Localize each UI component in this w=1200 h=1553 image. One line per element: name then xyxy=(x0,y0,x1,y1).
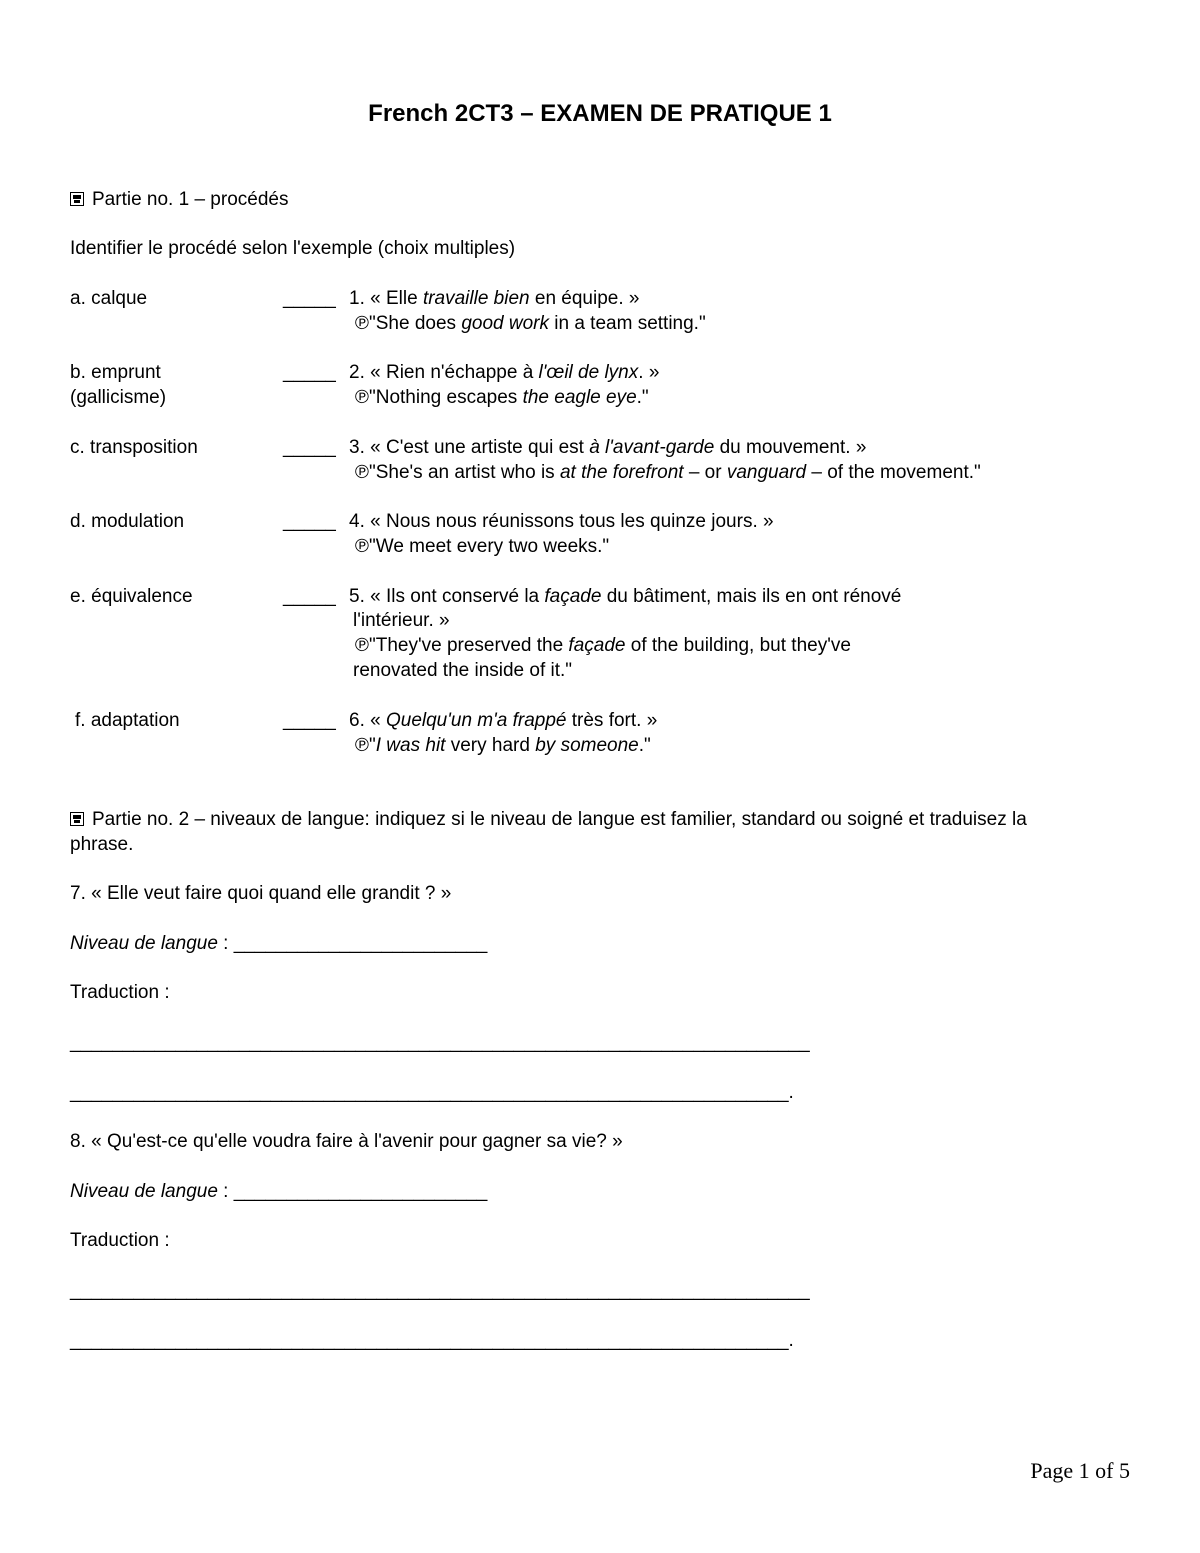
item-4-french: 4. « Nous nous réunissons tous les quinze jours. » xyxy=(349,511,774,532)
arrow-icon: ℗ xyxy=(355,536,369,557)
arrow-icon: ℗ xyxy=(355,635,369,656)
item-5-english: ℗"They've preserved the façade of the building, but they've xyxy=(355,635,851,656)
item-5-french-cont: l'intérieur. » xyxy=(353,610,450,631)
item-3-english: ℗"She's an artist who is at the forefront – or vanguard – of the movement." xyxy=(355,462,981,483)
question-7: 7. « Elle veut faire quoi quand elle grandit ? » xyxy=(70,883,452,904)
page-title: French 2CT3 – EXAMEN DE PRATIQUE 1 xyxy=(368,100,832,127)
q8-traduction-label: Traduction : xyxy=(70,1230,170,1251)
q8-answer-line-1[interactable]: ______________________________________________________________________ xyxy=(70,1280,810,1301)
part2-heading-text: Partie no. 2 – niveaux de langue: indiquez si le niveau de langue est familier, standard ou soigné et traduisez la xyxy=(92,809,1027,830)
item-6-french: 6. « Quelqu'un m'a frappé très fort. » xyxy=(349,710,658,731)
q7-niveau-answer-line[interactable]: ________________________ xyxy=(233,933,488,954)
choice-a: a. calque xyxy=(70,288,148,309)
answer-blank-3[interactable]: _____ xyxy=(283,437,336,458)
answer-blank-6[interactable]: _____ xyxy=(283,710,336,731)
choice-e: e. équivalence xyxy=(70,586,193,607)
choice-f: f. adaptation xyxy=(75,710,180,731)
part1-heading-text: Partie no. 1 – procédés xyxy=(92,189,289,210)
arrow-icon: ℗ xyxy=(355,735,369,756)
floppy-disk-icon xyxy=(70,812,84,826)
item-2-english: ℗"Nothing escapes the eagle eye." xyxy=(355,387,649,408)
arrow-icon: ℗ xyxy=(355,313,369,334)
choice-c: c. transposition xyxy=(70,437,198,458)
choice-b: b. emprunt xyxy=(70,362,161,383)
q8-niveau: Niveau de langue : ________________________ xyxy=(70,1181,488,1202)
item-5-french: 5. « Ils ont conservé la façade du bâtiment, mais ils en ont rénové xyxy=(349,586,902,607)
item-2-french: 2. « Rien n'échappe à l'œil de lynx. » xyxy=(349,362,660,383)
choice-d: d. modulation xyxy=(70,511,185,532)
answer-blank-2[interactable]: _____ xyxy=(283,362,336,383)
item-5-english-cont: renovated the inside of it." xyxy=(353,660,573,681)
q7-answer-line-1[interactable]: ______________________________________________________________________ xyxy=(70,1032,810,1053)
answer-blank-4[interactable]: _____ xyxy=(283,511,336,532)
part1-instruction: Identifier le procédé selon l'exemple (choix multiples) xyxy=(70,238,516,259)
part2-heading xyxy=(70,807,1027,832)
arrow-icon: ℗ xyxy=(355,387,369,408)
item-3-french: 3. « C'est une artiste qui est à l'avant-garde du mouvement. » xyxy=(349,437,867,458)
part2-heading-cont: phrase. xyxy=(70,834,134,855)
q7-traduction-label: Traduction : xyxy=(70,982,170,1003)
choice-b-note: (gallicisme) xyxy=(70,387,167,408)
q7-niveau: Niveau de langue : ________________________ xyxy=(70,933,488,954)
page-number: Page 1 of 5 xyxy=(1030,1458,1130,1483)
floppy-disk-icon xyxy=(70,192,84,206)
item-4-english: ℗"We meet every two weeks." xyxy=(355,536,610,557)
part1-heading xyxy=(70,187,288,212)
q8-niveau-answer-line[interactable]: ________________________ xyxy=(233,1181,488,1202)
item-6-english: ℗"I was hit very hard by someone." xyxy=(355,735,651,756)
q7-answer-line-2[interactable]: ____________________________________________________________________. xyxy=(70,1082,794,1103)
question-8: 8. « Qu'est-ce qu'elle voudra faire à l'avenir pour gagner sa vie? » xyxy=(70,1131,623,1152)
item-1-french: 1. « Elle travaille bien en équipe. » xyxy=(349,288,640,309)
q8-answer-line-2[interactable]: ____________________________________________________________________. xyxy=(70,1330,794,1351)
item-1-english: ℗"She does good work in a team setting." xyxy=(355,313,706,334)
answer-blank-1[interactable]: _____ xyxy=(283,288,336,309)
arrow-icon: ℗ xyxy=(355,462,369,483)
answer-blank-5[interactable]: _____ xyxy=(283,586,336,607)
